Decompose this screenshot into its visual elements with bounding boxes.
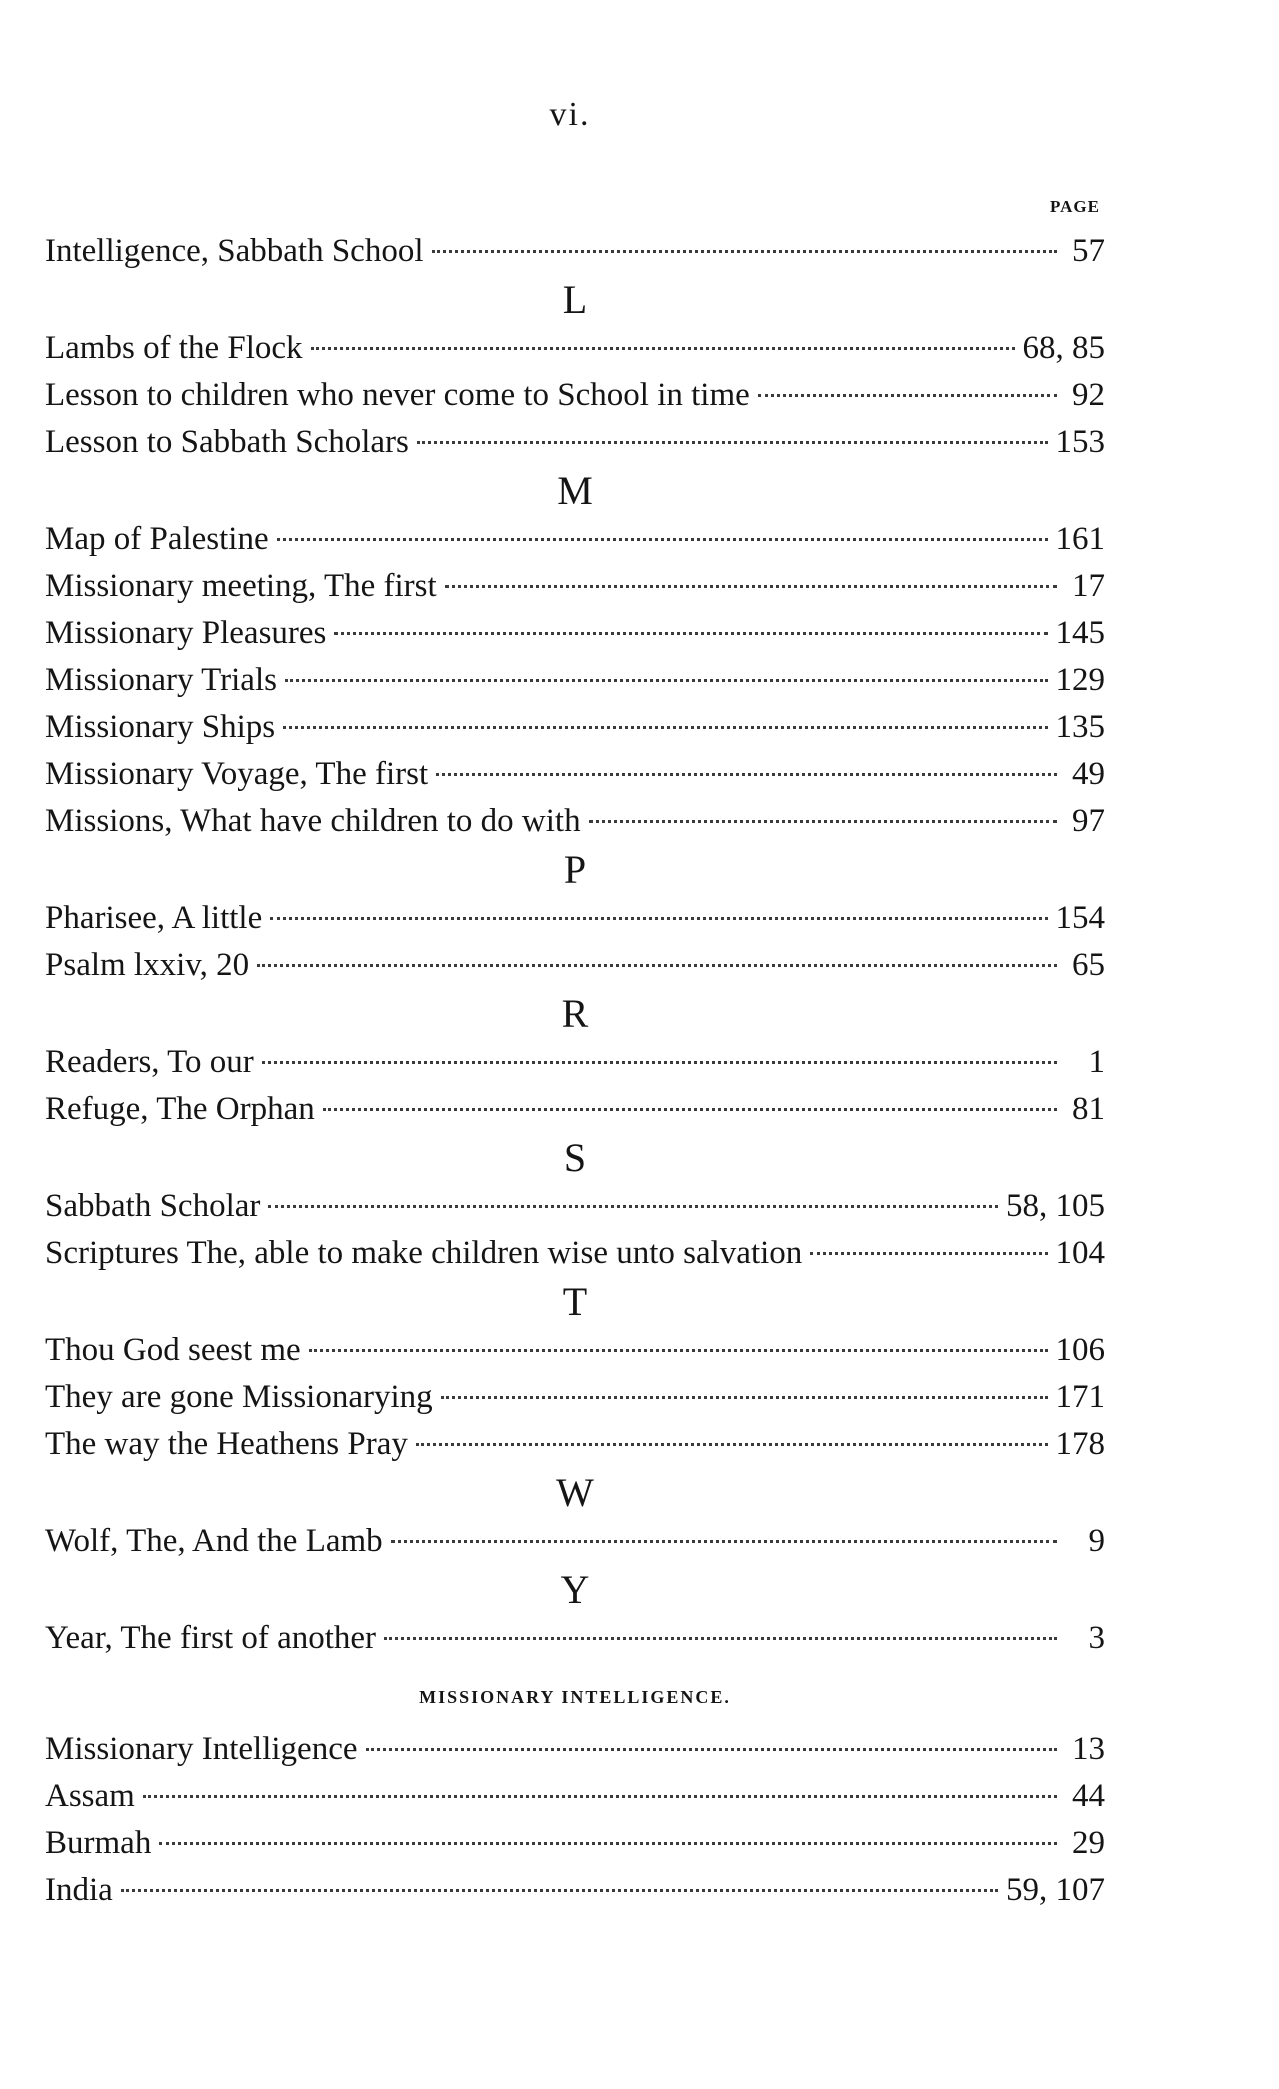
entry-title: Pharisee, A little xyxy=(45,900,263,936)
entry-page-number: 29 xyxy=(1072,1825,1105,1861)
dot-leader xyxy=(391,1540,1057,1543)
index-entry xyxy=(45,798,1105,845)
index-entry xyxy=(45,516,1105,563)
entry-page-number: 135 xyxy=(1055,709,1105,745)
index-entry xyxy=(45,1518,1105,1565)
dot-leader xyxy=(270,917,1047,920)
entry-title: Missionary Trials xyxy=(45,662,277,698)
dot-leader xyxy=(311,347,1015,350)
entry-page-number: 104 xyxy=(1055,1235,1105,1271)
entry-title: Wolf, The, And the Lamb xyxy=(45,1523,383,1559)
entry-page-number: 17 xyxy=(1072,568,1105,604)
entry-page-number: 161 xyxy=(1055,521,1105,557)
section-letter: M xyxy=(557,468,593,513)
entry-title: Missionary Voyage, The first xyxy=(45,756,429,792)
section-letter: S xyxy=(563,1135,587,1180)
entry-page-number: 153 xyxy=(1055,424,1105,460)
dot-leader xyxy=(436,773,1057,776)
entry-page-number: 92 xyxy=(1072,377,1105,413)
entry-page-number: 171 xyxy=(1055,1379,1105,1415)
index-entry xyxy=(45,563,1105,610)
index-entry xyxy=(45,1421,1105,1468)
dot-leader xyxy=(810,1252,1047,1255)
dot-leader xyxy=(268,1205,998,1208)
page-folio: vi. xyxy=(549,96,591,133)
entry-page-number: 106 xyxy=(1055,1332,1105,1368)
dot-leader xyxy=(441,1396,1048,1399)
entry-page-number: 97 xyxy=(1072,803,1105,839)
entry-title: Missions, What have children to do with xyxy=(45,803,581,839)
dot-leader xyxy=(417,441,1048,444)
entry-page-number: 57 xyxy=(1072,233,1105,269)
index-entry xyxy=(45,1039,1105,1086)
dot-leader xyxy=(285,679,1048,682)
index-entry xyxy=(45,751,1105,798)
entry-title: Lesson to children who never come to School in time xyxy=(45,377,750,413)
index-entry xyxy=(45,419,1105,466)
dot-leader xyxy=(323,1108,1057,1111)
entry-title: Lesson to Sabbath Scholars xyxy=(45,424,409,460)
index-entry xyxy=(45,704,1105,751)
dot-leader xyxy=(384,1637,1057,1640)
section-letter: L xyxy=(562,277,588,322)
entry-title: India xyxy=(45,1872,113,1908)
entry-title: Missionary meeting, The first xyxy=(45,568,437,604)
index-content xyxy=(45,228,1105,1914)
index-entry xyxy=(45,1183,1105,1230)
index-entry xyxy=(45,942,1105,989)
missionary-intelligence-heading: MISSIONARY INTELLIGENCE. xyxy=(419,1687,731,1707)
section-letter: W xyxy=(556,1470,594,1515)
entry-page-number: 59, 107 xyxy=(1006,1872,1105,1908)
dot-leader xyxy=(432,250,1058,253)
index-entry xyxy=(45,1374,1105,1421)
index-entry xyxy=(45,372,1105,419)
entry-title: Missionary Ships xyxy=(45,709,276,745)
entry-title: Refuge, The Orphan xyxy=(45,1091,315,1127)
section-letter: P xyxy=(563,847,587,892)
dot-leader xyxy=(758,394,1057,397)
entry-title: Burmah xyxy=(45,1825,152,1861)
dot-leader xyxy=(143,1795,1057,1798)
dot-leader xyxy=(589,820,1057,823)
index-entry xyxy=(45,895,1105,942)
entry-page-number: 154 xyxy=(1055,900,1105,936)
entry-title: They are gone Missionarying xyxy=(45,1379,433,1415)
page-column-heading: PAGE xyxy=(1050,197,1100,216)
dot-leader xyxy=(257,964,1057,967)
entry-page-number: 58, 105 xyxy=(1006,1188,1105,1224)
dot-leader xyxy=(277,538,1048,541)
entry-page-number: 9 xyxy=(1088,1523,1105,1559)
entry-title: Scriptures The, able to make children wise unto salvation xyxy=(45,1235,803,1271)
entry-title: Missionary Pleasures xyxy=(45,615,327,651)
entry-page-number: 129 xyxy=(1055,662,1105,698)
dot-leader xyxy=(334,632,1047,635)
entry-page-number: 81 xyxy=(1072,1091,1105,1127)
index-entry xyxy=(45,1230,1105,1277)
index-entry xyxy=(45,325,1105,372)
index-entry xyxy=(45,228,1105,275)
section-letter: R xyxy=(561,991,589,1036)
entry-page-number: 145 xyxy=(1055,615,1105,651)
index-entry xyxy=(45,1726,1105,1773)
index-entry xyxy=(45,657,1105,704)
entry-page-number: 44 xyxy=(1072,1778,1105,1814)
index-entry xyxy=(45,1615,1105,1662)
entry-title: Readers, To our xyxy=(45,1044,254,1080)
entry-title: Lambs of the Flock xyxy=(45,330,303,366)
entry-page-number: 3 xyxy=(1088,1620,1105,1656)
section-letter: Y xyxy=(560,1567,590,1612)
entry-title: Missionary Intelligence xyxy=(45,1731,358,1767)
dot-leader xyxy=(262,1061,1057,1064)
index-entry xyxy=(45,1867,1105,1914)
index-entry xyxy=(45,610,1105,657)
entry-title: Year, The first of another xyxy=(45,1620,377,1656)
entry-page-number: 13 xyxy=(1072,1731,1105,1767)
index-entry xyxy=(45,1086,1105,1133)
entry-page-number: 68, 85 xyxy=(1022,330,1105,366)
entry-title: Thou God seest me xyxy=(45,1332,301,1368)
entry-page-number: 49 xyxy=(1072,756,1105,792)
entry-page-number: 1 xyxy=(1088,1044,1105,1080)
dot-leader xyxy=(366,1748,1057,1751)
entry-title: Psalm lxxiv, 20 xyxy=(45,947,250,983)
index-entry xyxy=(45,1773,1105,1820)
entry-title: Assam xyxy=(45,1778,135,1814)
section-letter: T xyxy=(562,1279,588,1324)
dot-leader xyxy=(121,1889,998,1892)
dot-leader xyxy=(309,1349,1048,1352)
entry-page-number: 178 xyxy=(1055,1426,1105,1462)
entry-page-number: 65 xyxy=(1072,947,1105,983)
index-entry xyxy=(45,1327,1105,1374)
dot-leader xyxy=(283,726,1047,729)
dot-leader xyxy=(445,585,1057,588)
entry-title: The way the Heathens Pray xyxy=(45,1426,408,1462)
index-entry xyxy=(45,1820,1105,1867)
dot-leader xyxy=(159,1842,1057,1845)
entry-title: Map of Palestine xyxy=(45,521,269,557)
entry-title: Intelligence, Sabbath School xyxy=(45,233,424,269)
entry-title: Sabbath Scholar xyxy=(45,1188,261,1224)
dot-leader xyxy=(416,1443,1048,1446)
